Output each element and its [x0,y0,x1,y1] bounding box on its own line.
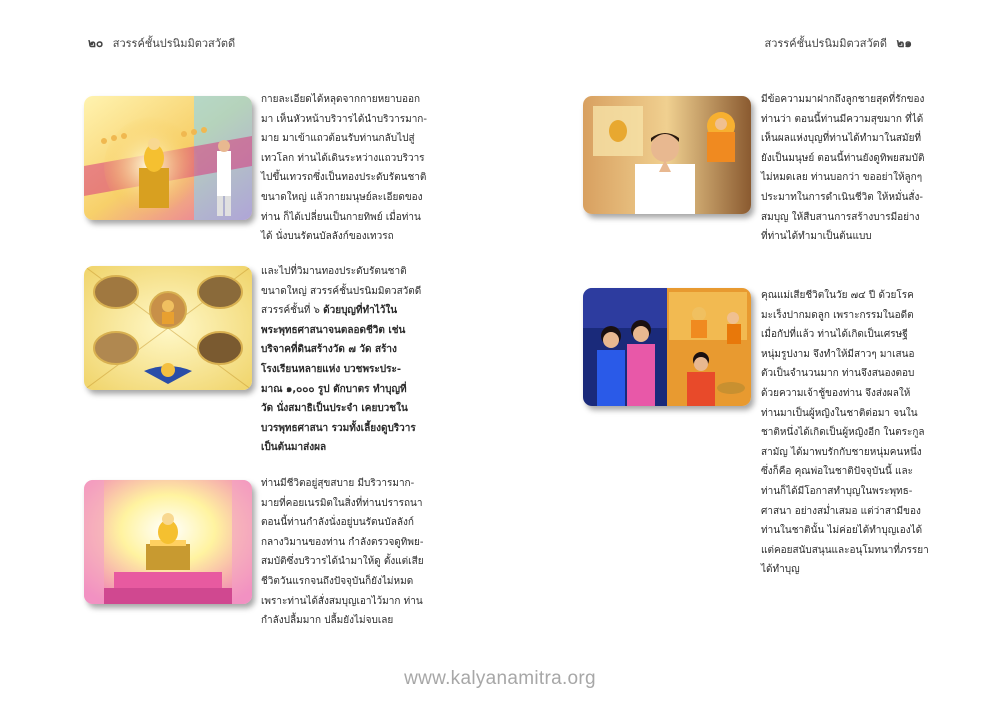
left-page-header [82,34,235,53]
left-paragraph-1: กายละเอียดได้หลุดจากกายหยาบออก มา เห็นหัวหน้าบริวารได้นำบริวารมาก- มาย มาเข้าแถวต้อนรับท่านกลับไปสู่ เทวโลก ท่านได้เดินระหว่างแถวบริวาร ไปขึ้นเทวรถซึ่งเป็นทองประดับรัตนชาติ ขนาดใหญ่ แล้วกายมนุษย์ละเอียดของ ท่าน ก็ได้เปลี่ยนเป็นกายทิพย์ เมื่อท่าน ได้ นั่งบนรัตนบัลลังก์ของเทวรถ [261,94,427,243]
illustration-son-praying [583,96,751,214]
illustration-merit-deeds [84,266,252,390]
right-page-number: ๒๑ [896,36,912,50]
right-page-header [765,34,919,53]
left-running-title: สวรรค์ชั้นปรนิมมิตวสวัตดี [112,37,236,50]
website-watermark: www.kalyanamitra.org [404,668,596,689]
left-paragraph-3: ท่านมีชีวิตอยู่สุขสบาย มีบริวารมาก- มายที่คอยเนรมิตในสิ่งที่ท่านปรารถนา ตอนนี้ท่านกำลังนั่งอยู่บนรัตนบัลลังก์ กลางวิมานของท่าน กำลังตรวจดูทิพย- สมบัติซึ่งบริวารได้นำมาให้ดู ตั้งแต่เสีย ชีวิตวันแรกจนถึงปัจจุบันก็ยังไม่หมด เพราะท่านได้สั่งสมบุญเอาไว้มาก ท่าน กำลังปลื้มมาก ปลื้มยังไม่จบเลย [261,478,424,627]
right-running-title: สวรรค์ชั้นปรนิมมิตวสวัตดี [764,37,887,50]
illustration-heavenly-throne [84,480,252,604]
left-paragraph-2: และไปที่วิมานทองประดับรัตนชาติ ขนาดใหญ่ สวรรค์ชั้นปรนิมมิตวสวัตดี สวรรค์ชั้นที่ ๖ ด้วยบุญที่ทำไว้ใน พระพุทธศาสนาจนตลอดชีวิต เช่น บริจาคที่ดินสร้างวัด ๗ วัด สร้าง โรงเรียนหลายแห่ง บวชพระประ- มาณ ๑,๐๐๐ รูป ตักบาตร ทำบุญที่ วัด นั่งสมาธิเป็นประจำ เคยบวชใน บวรพุทธศาสนา รวมทั้งเลี้ยงดูบริวาร เป็นต้นมาส่งผล [261,266,422,454]
illustration-past-life-romance [583,288,751,406]
left-page-number: ๒๐ [88,36,104,50]
illustration-celestial-procession [84,96,252,220]
right-paragraph-1: มีข้อความมาฝากถึงลูกชายสุดที่รักของ ท่านว่า ตอนนี้ท่านมีความสุขมาก ที่ได้ เห็นผลแห่งบุญที่ท่านได้ทำมาในสมัยที่ ยังเป็นมนุษย์ ตอนนี้ท่านยังดูทิพยสมบัติ ไม่หมดเลย ท่านบอกว่า ขออย่าให้ลูกๆ ประมาทในการดำเนินชีวิต ให้หมั่นสั่ง- สมบุญ ให้สืบสานการสร้างบารมีอย่าง ที่ท่านได้ทำมาเป็นต้นแบบ [761,94,925,243]
right-paragraph-2: คุณแม่เสียชีวิตในวัย ๗๔ ปี ด้วยโรค มะเร็งปากมดลูก เพราะกรรมในอดีต เมื่อกัปที่แล้ว ท่านได้เกิดเป็นเศรษฐี หนุ่มรูปงาม จึงทำให้มีสาวๆ มาเสนอ ตัวเป็นจำนวนมาก ท่านจึงสนองตอบ ด้วยความเจ้าชู้ของท่าน จึงส่งผลให้ ท่านมาเป็นผู้หญิงในชาติต่อมา จนใน ชาติหนึ่งได้เกิดเป็นผู้หญิงอีก ในตระกูล สามัญ ได้มาพบรักกับชายหนุ่มคนหนึ่ง ซึ่งก็คือ คุณพ่อในชาติปัจจุบันนี้ และ ท่านก็ได้มีโอกาสทำบุญในพระพุทธ- ศาสนา อย่างสม่ำเสมอ แต่ว่าสามีของ ท่านในชาตินั้น ไม่ค่อยได้ทำบุญเองได้ แต่คอยสนับสนุนและอนุโมทนาที่ภรรยา ได้ทำบุญ [761,290,929,576]
